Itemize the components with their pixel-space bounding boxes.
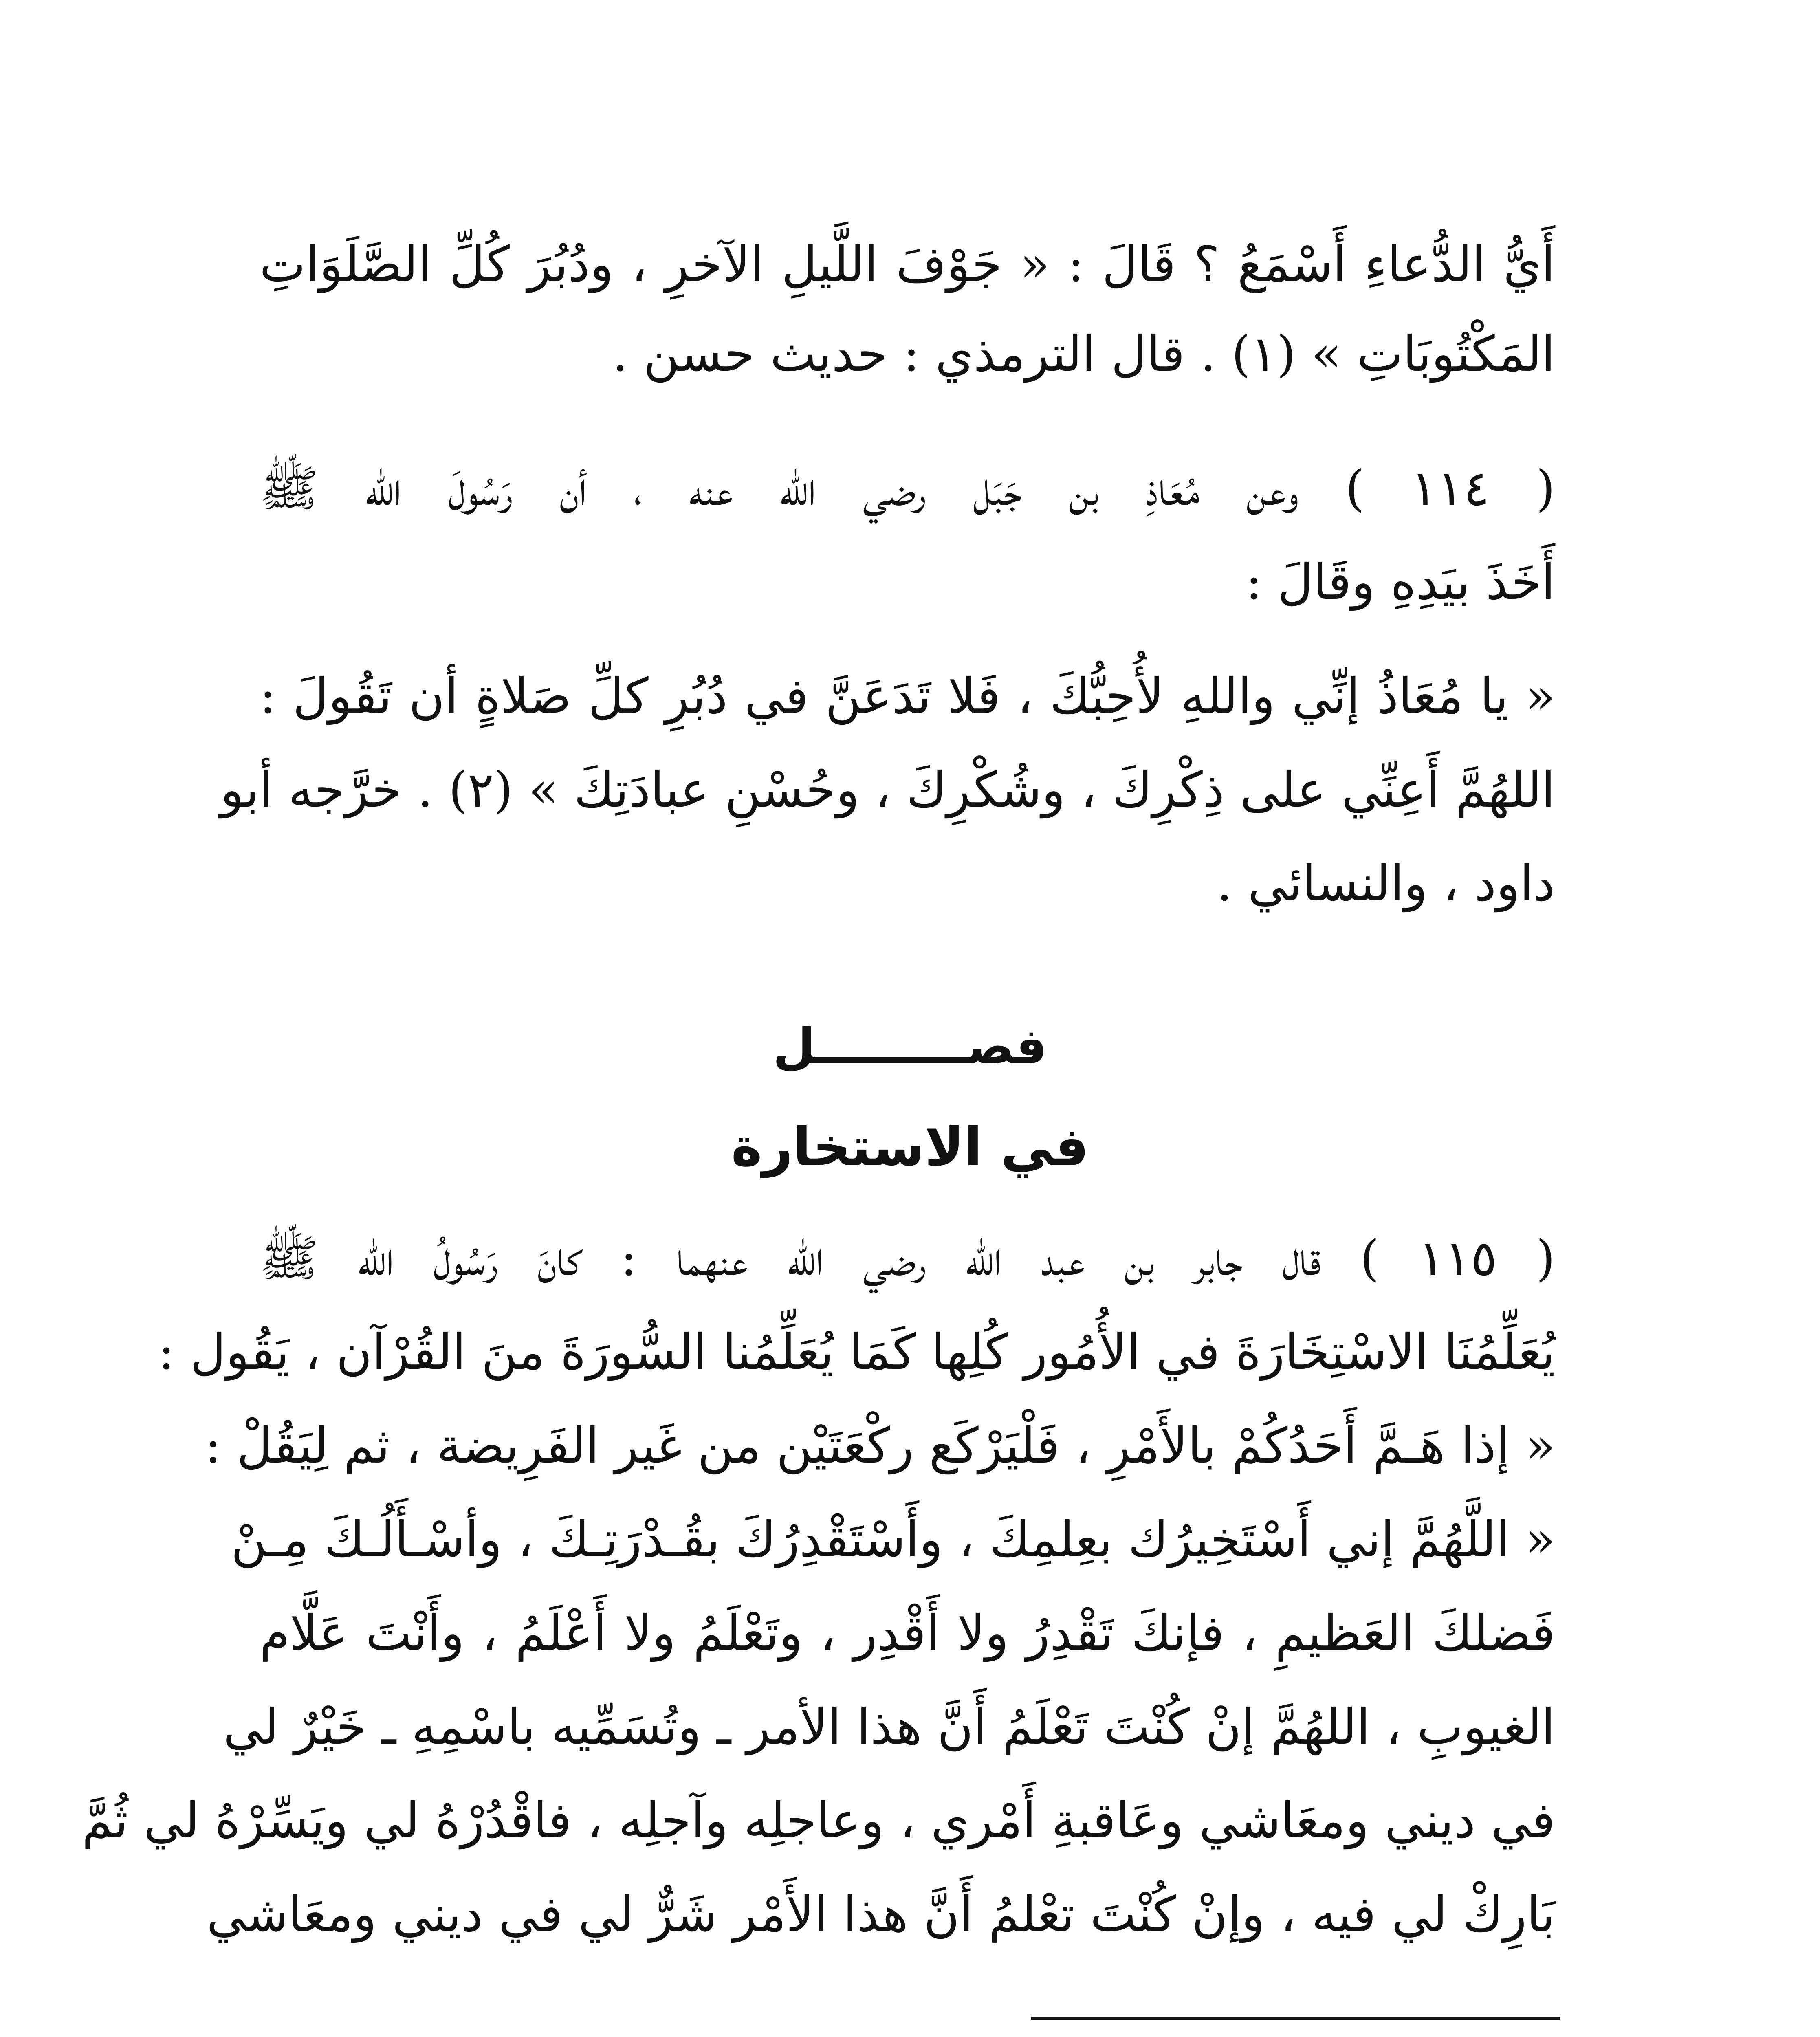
text-line: في ديني ومعَاشي وعَاقبةِ أَمْري ، وعاجلِه وآجلِه ، فاقْدُرْهُ لي ويَسِّرْهُ لي ثُمَّ	[82, 1793, 1555, 1849]
text-line: أَيُّ الدُّعاءِ أَسْمَعُ ؟ قَالَ : « جَوْفَ اللَّيلِ الآخرِ ، ودُبُرَ كُلِّ الصَّلَوَاتِ	[260, 236, 1555, 293]
text-line: ( ١١٥ ) قال جابر بن عبد الله رضي الله عنهما : كانَ رَسُولُ الله ﷺ	[260, 1230, 1555, 1287]
text-line: ( ١١٤ ) وعن مُعَاذِ بن جَبَل رضي الله عنه ، أن رَسُولَ الله ﷺ	[260, 460, 1555, 517]
text-line: « اللَّهُمَّ إني أَسْتَخِيرُك بعِلمِكَ ، وأَسْتَقْدِرُكَ بقُـدْرَتِـكَ ، وأسْـأَلُـكَ مِـنْ	[231, 1511, 1555, 1568]
text-line: اللهُمَّ أَعِنِّي على ذِكْرِكَ ، وشُكْرِكَ ، وحُسْنِ عبادَتِكَ » (٢) . خرَّجه أبو	[220, 762, 1555, 818]
text-line: « يا مُعَاذُ إنِّي واللهِ لأُحِبُّكَ ، فَلا تَدَعَنَّ في دُبُرِ كلِّ صَلاةٍ أن تَقُولَ :	[260, 668, 1555, 725]
section-label: فصـــــــــل	[772, 1018, 1048, 1075]
footnote-divider	[1031, 2017, 1560, 2020]
text-line: المَكْتُوبَاتِ » (١) . قال الترمذي : حديث حسن .	[612, 326, 1555, 383]
text-line: « إذا هَـمَّ أَحَدُكُمْ بالأَمْرِ ، فَلْيَرْكَع ركْعَتَيْن من غَير الفَرِيضة ، ثم لِيَقُلْ :	[205, 1418, 1555, 1474]
text-line: أَخَذَ بيَدِهِ وقَالَ :	[1246, 554, 1555, 611]
text-line: بَارِكْ لي فيه ، وإنْ كُنْتَ تعْلمُ أَنَّ هذا الأَمْر شَرٌّ لي في ديني ومعَاشي	[207, 1886, 1555, 1943]
text-line: فَضلكَ العَظيمِ ، فإنكَ تَقْدِرُ ولا أَقْدِر ، وتَعْلَمُ ولا أَعْلَمُ ، وأَنْتَ عَلَّام	[260, 1605, 1555, 1662]
text-line: داود ، والنسائي .	[1217, 856, 1555, 912]
text-line: يُعَلِّمُنَا الاسْتِخَارَةَ في الأُمُور كُلِها كَمَا يُعَلِّمُنا السُّورَةَ منَ القُرْآن ، يَقُول :	[158, 1324, 1555, 1381]
text-line: الغيوبِ ، اللهُمَّ إنْ كُنْتَ تَعْلَمُ أَنَّ هذا الأمر ـ وتُسَمِّيه باسْمِهِ ـ خَيْرٌ لي	[223, 1699, 1555, 1755]
section-title: في الاستخارة	[731, 1116, 1089, 1178]
